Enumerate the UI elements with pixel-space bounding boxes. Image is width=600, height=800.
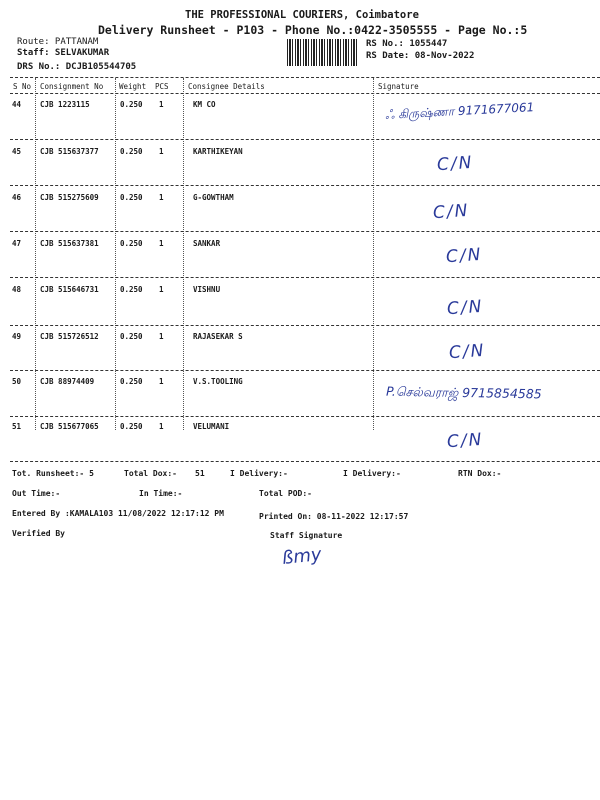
handwritten-signature: P.செல்வராஜ் 9715854585 <box>385 383 542 402</box>
col-header-sno: S No <box>13 82 32 91</box>
row-consignment: CJB 515637377 <box>40 147 99 156</box>
row-sno: 49 <box>12 332 22 341</box>
col-header-signature: Signature <box>378 82 419 91</box>
row-pcs: 1 <box>159 422 164 431</box>
row-consignee: RAJASEKAR S <box>193 332 243 341</box>
row-divider <box>10 185 600 186</box>
printed-on: Printed On: 08-11-2022 12:17:57 <box>259 512 409 521</box>
row-pcs: 1 <box>159 147 164 156</box>
table-header-rule <box>10 93 600 94</box>
row-consignment: CJB 88974409 <box>40 377 95 386</box>
handwritten-signature: C/N <box>446 296 484 320</box>
row-pcs: 1 <box>159 377 164 386</box>
total-runsheet: Tot. Runsheet:- 5 <box>12 469 94 478</box>
in-time-label: In Time:- <box>139 489 183 498</box>
row-consignee: KM CO <box>193 100 216 109</box>
total-dox-label: Total Dox:- <box>124 469 177 478</box>
company-title: THE PROFESSIONAL COURIERS, Coimbatore <box>185 9 419 21</box>
rtn-dox-label: RTN Dox:- <box>458 469 502 478</box>
row-consignee: VISHNU <box>193 285 221 294</box>
handwritten-signature: C/N <box>448 340 486 364</box>
row-consignee: V.S.TOOLING <box>193 377 243 386</box>
rs-number: RS No.: 1055447 <box>366 39 448 49</box>
row-weight: 0.250 <box>120 332 143 341</box>
row-pcs: 1 <box>159 239 164 248</box>
table-top-rule <box>10 77 600 78</box>
row-divider <box>10 231 600 232</box>
row-weight: 0.250 <box>120 239 143 248</box>
row-consignment: CJB 515275609 <box>40 193 99 202</box>
row-consignee: VELUMANI <box>193 422 230 431</box>
row-divider <box>10 416 600 417</box>
route-label: Route: PATTANAM <box>17 37 99 47</box>
staff-signature-mark: ßmy <box>281 543 323 570</box>
row-sno: 48 <box>12 285 22 294</box>
total-pod-label: Total POD:- <box>259 489 312 498</box>
row-weight: 0.250 <box>120 422 143 431</box>
row-consignee: KARTHIKEYAN <box>193 147 243 156</box>
column-separator <box>373 78 374 430</box>
col-header-weight: Weight <box>119 82 147 91</box>
runsheet-title: Delivery Runsheet - P103 - Phone No.:0422-3505555 - Page No.:5 <box>98 23 528 37</box>
row-weight: 0.250 <box>120 147 143 156</box>
row-consignment: CJB 515637381 <box>40 239 99 248</box>
staff-signature-label: Staff Signature <box>270 531 343 540</box>
row-consignment: CJB 515677065 <box>40 422 99 431</box>
total-dox-value: 51 <box>195 469 205 478</box>
col-header-consignee: Consignee Details <box>188 82 265 91</box>
rs-date: RS Date: 08-Nov-2022 <box>366 51 475 61</box>
column-separator <box>35 78 36 430</box>
row-consignee: G-GOWTHAM <box>193 193 234 202</box>
row-divider <box>10 370 600 371</box>
row-consignment: CJB 515726512 <box>40 332 99 341</box>
table-bottom-rule <box>10 461 600 462</box>
i-delivery-label: I Delivery:- <box>230 469 288 478</box>
row-divider <box>10 139 600 140</box>
column-separator <box>115 78 116 430</box>
row-sno: 51 <box>12 422 22 431</box>
out-time-label: Out Time:- <box>12 489 61 498</box>
handwritten-signature: C/N <box>436 152 474 176</box>
row-sno: 45 <box>12 147 22 156</box>
row-sno: 50 <box>12 377 22 386</box>
col-header-pcs: PCS <box>155 82 169 91</box>
handwritten-signature: C/N <box>445 244 483 268</box>
row-consignment: CJB 515646731 <box>40 285 99 294</box>
row-sno: 44 <box>12 100 22 109</box>
row-consignment: CJB 1223115 <box>40 100 90 109</box>
row-weight: 0.250 <box>120 100 143 109</box>
row-weight: 0.250 <box>120 377 143 386</box>
handwritten-signature: C/N <box>432 200 470 224</box>
drs-number: DRS No.: DCJB105544705 <box>17 62 137 72</box>
handwritten-signature: C/N <box>446 429 484 453</box>
handwritten-signature: ஃ கிருஷ்ணா 9171677061 <box>384 100 535 122</box>
staff-label: Staff: SELVAKUMAR <box>17 48 110 58</box>
row-weight: 0.250 <box>120 285 143 294</box>
barcode <box>287 39 359 66</box>
verified-by-label: Verified By <box>12 529 65 538</box>
row-sno: 46 <box>12 193 22 202</box>
row-pcs: 1 <box>159 100 164 109</box>
entered-by: Entered By :KAMALA103 11/08/2022 12:17:12 PM <box>12 509 224 518</box>
row-pcs: 1 <box>159 332 164 341</box>
row-pcs: 1 <box>159 193 164 202</box>
i-delivery-label-2: I Delivery:- <box>343 469 401 478</box>
row-divider <box>10 325 600 326</box>
col-header-consignment: Consignment No <box>40 82 104 91</box>
column-separator <box>183 78 184 430</box>
row-consignee: SANKAR <box>193 239 221 248</box>
row-sno: 47 <box>12 239 22 248</box>
row-divider <box>10 277 600 278</box>
row-pcs: 1 <box>159 285 164 294</box>
row-weight: 0.250 <box>120 193 143 202</box>
